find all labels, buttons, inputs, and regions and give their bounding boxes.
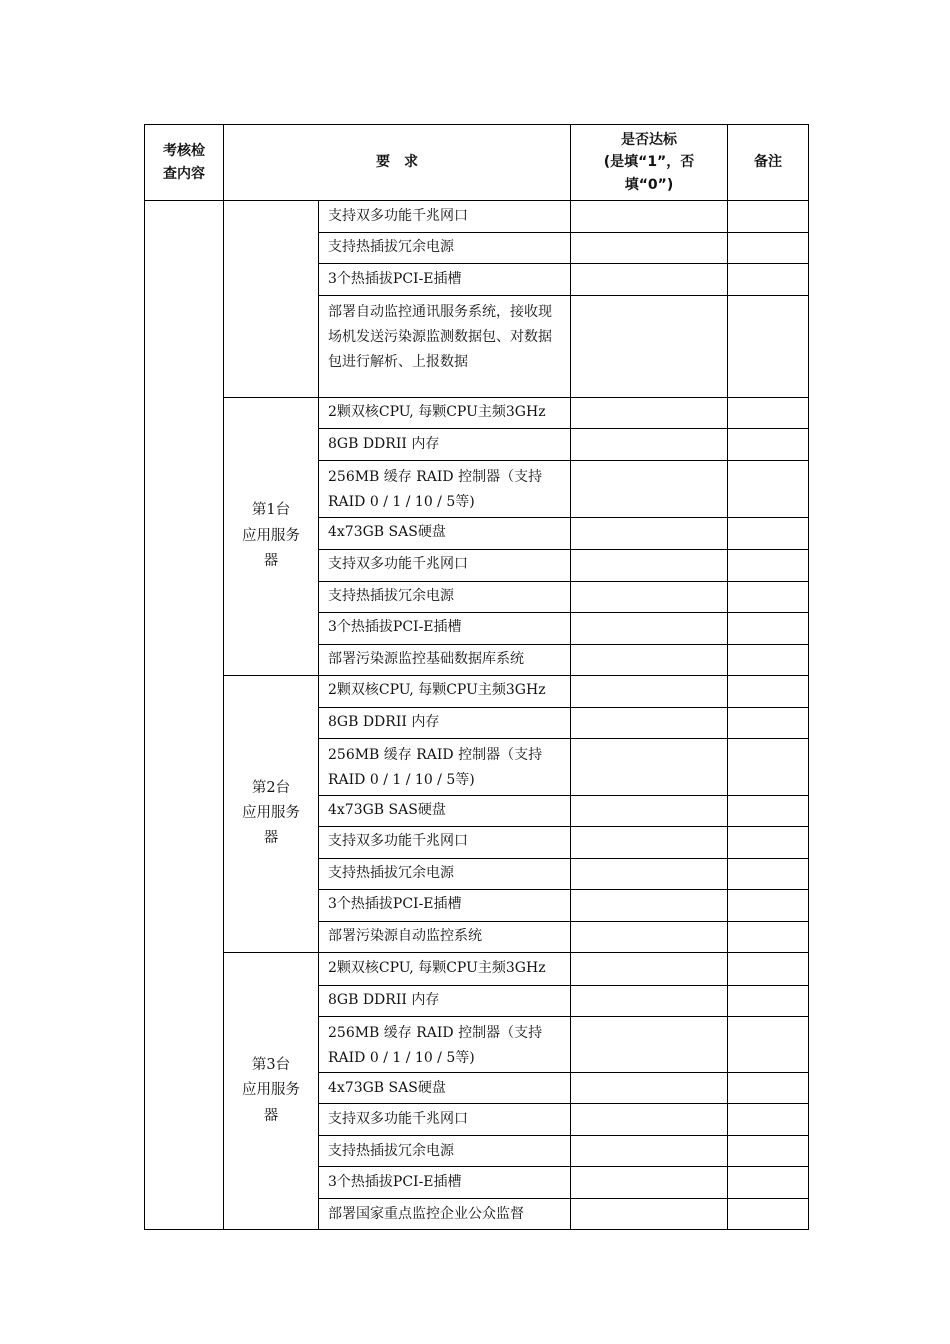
server-group-label-line: 应用服务 (242, 1082, 300, 1099)
compliance-cell[interactable] (571, 581, 728, 612)
requirement-text: 4x73GB SAS硬盘 (319, 795, 571, 826)
server-group-label (224, 675, 319, 952)
requirement-text: 支持双多功能千兆网口 (319, 549, 571, 581)
remarks-cell[interactable] (728, 1199, 809, 1230)
remarks-cell[interactable] (728, 952, 809, 985)
compliance-cell[interactable] (571, 233, 728, 264)
requirement-text: 2颗双核CPU, 每颗CPU主频3GHz (319, 398, 571, 429)
requirement-text: 256MB 缓存 RAID 控制器（支持RAID 0 / 1 / 10 / 5等) (319, 738, 571, 795)
compliance-cell[interactable] (571, 429, 728, 461)
requirement-text: 3个热插拔PCI-E插槽 (319, 612, 571, 644)
requirement-text: 支持双多功能千兆网口 (319, 201, 571, 233)
compliance-cell[interactable] (571, 1073, 728, 1104)
compliance-cell[interactable] (571, 1167, 728, 1199)
compliance-cell[interactable] (571, 264, 728, 296)
compliance-cell[interactable] (571, 707, 728, 738)
compliance-cell[interactable] (571, 1016, 728, 1073)
requirement-text: 4x73GB SAS硬盘 (319, 1073, 571, 1104)
check-content-cell (145, 201, 224, 1230)
server-group-label-line: 器 (263, 830, 279, 847)
server-group-label-line: 第3台 (251, 1056, 291, 1073)
requirement-text: 支持热插拔冗余电源 (319, 233, 571, 264)
compliance-cell[interactable] (571, 1136, 728, 1167)
server-group-label (224, 952, 319, 1230)
compliance-cell[interactable] (571, 826, 728, 858)
server-group-label-line: 器 (263, 553, 279, 570)
remarks-cell[interactable] (728, 889, 809, 921)
table-row (145, 952, 809, 985)
server-group-label-line: 第1台 (251, 502, 291, 519)
compliance-cell[interactable] (571, 675, 728, 707)
remarks-cell[interactable] (728, 581, 809, 612)
remarks-cell[interactable] (728, 549, 809, 581)
remarks-cell[interactable] (728, 201, 809, 233)
remarks-cell[interactable] (728, 858, 809, 889)
compliance-cell[interactable] (571, 549, 728, 581)
compliance-cell[interactable] (571, 985, 728, 1016)
server-group-label-line: 应用服务 (242, 527, 300, 544)
remarks-cell[interactable] (728, 795, 809, 826)
remarks-cell[interactable] (728, 1104, 809, 1136)
requirement-text: 2颗双核CPU, 每颗CPU主频3GHz (319, 952, 571, 985)
remarks-cell[interactable] (728, 264, 809, 296)
remarks-cell[interactable] (728, 429, 809, 461)
table-row (145, 675, 809, 707)
remarks-cell[interactable] (728, 1016, 809, 1073)
table-row (145, 201, 809, 233)
remarks-cell[interactable] (728, 517, 809, 549)
remarks-cell[interactable] (728, 644, 809, 675)
table-body (145, 201, 809, 1230)
compliance-cell[interactable] (571, 296, 728, 398)
remarks-cell[interactable] (728, 1073, 809, 1104)
requirement-text: 8GB DDRII 内存 (319, 707, 571, 738)
remarks-cell[interactable] (728, 675, 809, 707)
compliance-cell[interactable] (571, 795, 728, 826)
remarks-cell[interactable] (728, 1167, 809, 1199)
server-group-label (224, 398, 319, 676)
remarks-cell[interactable] (728, 233, 809, 264)
compliance-cell[interactable] (571, 644, 728, 675)
remarks-cell[interactable] (728, 921, 809, 952)
compliance-cell[interactable] (571, 889, 728, 921)
compliance-cell[interactable] (571, 398, 728, 429)
header-compliance-note: (是填“1”，否填“0”) (603, 154, 695, 193)
compliance-cell[interactable] (571, 461, 728, 518)
header-check-content: 考核检查内容 (145, 125, 224, 201)
requirement-text: 支持双多功能千兆网口 (319, 826, 571, 858)
header-remarks: 备注 (728, 125, 809, 201)
requirement-text: 8GB DDRII 内存 (319, 985, 571, 1016)
remarks-cell[interactable] (728, 612, 809, 644)
compliance-cell[interactable] (571, 858, 728, 889)
requirement-text: 256MB 缓存 RAID 控制器（支持RAID 0 / 1 / 10 / 5等) (319, 461, 571, 518)
requirement-text: 部署国家重点监控企业公众监督 (319, 1199, 571, 1230)
remarks-cell[interactable] (728, 826, 809, 858)
requirement-text: 3个热插拔PCI-E插槽 (319, 1167, 571, 1199)
remarks-cell[interactable] (728, 985, 809, 1016)
compliance-cell[interactable] (571, 1104, 728, 1136)
requirement-text: 2颗双核CPU, 每颗CPU主频3GHz (319, 675, 571, 707)
requirement-text: 支持热插拔冗余电源 (319, 581, 571, 612)
remarks-cell[interactable] (728, 738, 809, 795)
remarks-cell[interactable] (728, 707, 809, 738)
server-group-label-line: 应用服务 (242, 805, 300, 822)
requirement-text: 支持热插拔冗余电源 (319, 858, 571, 889)
requirement-text: 支持热插拔冗余电源 (319, 1136, 571, 1167)
requirements-table (144, 124, 809, 1230)
requirement-text: 256MB 缓存 RAID 控制器（支持RAID 0 / 1 / 10 / 5等) (319, 1016, 571, 1073)
remarks-cell[interactable] (728, 296, 809, 398)
header-requirements: 要 求 (224, 125, 571, 201)
server-group-label-line: 第2台 (251, 779, 291, 796)
table-header-row (145, 125, 809, 201)
remarks-cell[interactable] (728, 1136, 809, 1167)
header-compliance-title: 是否达标 (621, 131, 677, 148)
requirement-text: 8GB DDRII 内存 (319, 429, 571, 461)
requirement-text: 部署污染源监控基础数据库系统 (319, 644, 571, 675)
server-group-label (224, 201, 319, 398)
requirement-text: 4x73GB SAS硬盘 (319, 517, 571, 549)
requirement-text: 部署污染源自动监控系统 (319, 921, 571, 952)
remarks-cell[interactable] (728, 461, 809, 518)
compliance-cell[interactable] (571, 517, 728, 549)
header-compliance (571, 125, 728, 201)
requirement-text: 3个热插拔PCI-E插槽 (319, 889, 571, 921)
requirement-text: 3个热插拔PCI-E插槽 (319, 264, 571, 296)
compliance-cell[interactable] (571, 952, 728, 985)
compliance-cell[interactable] (571, 1199, 728, 1230)
requirement-text: 部署自动监控通讯服务系统，接收现场机发送污染源监测数据包、对数据包进行解析、上报数据 (319, 296, 571, 398)
remarks-cell[interactable] (728, 398, 809, 429)
compliance-cell[interactable] (571, 738, 728, 795)
compliance-cell[interactable] (571, 921, 728, 952)
compliance-cell[interactable] (571, 201, 728, 233)
server-group-label-line: 器 (263, 1107, 279, 1124)
requirement-text: 支持双多功能千兆网口 (319, 1104, 571, 1136)
compliance-cell[interactable] (571, 612, 728, 644)
table-row (145, 398, 809, 429)
